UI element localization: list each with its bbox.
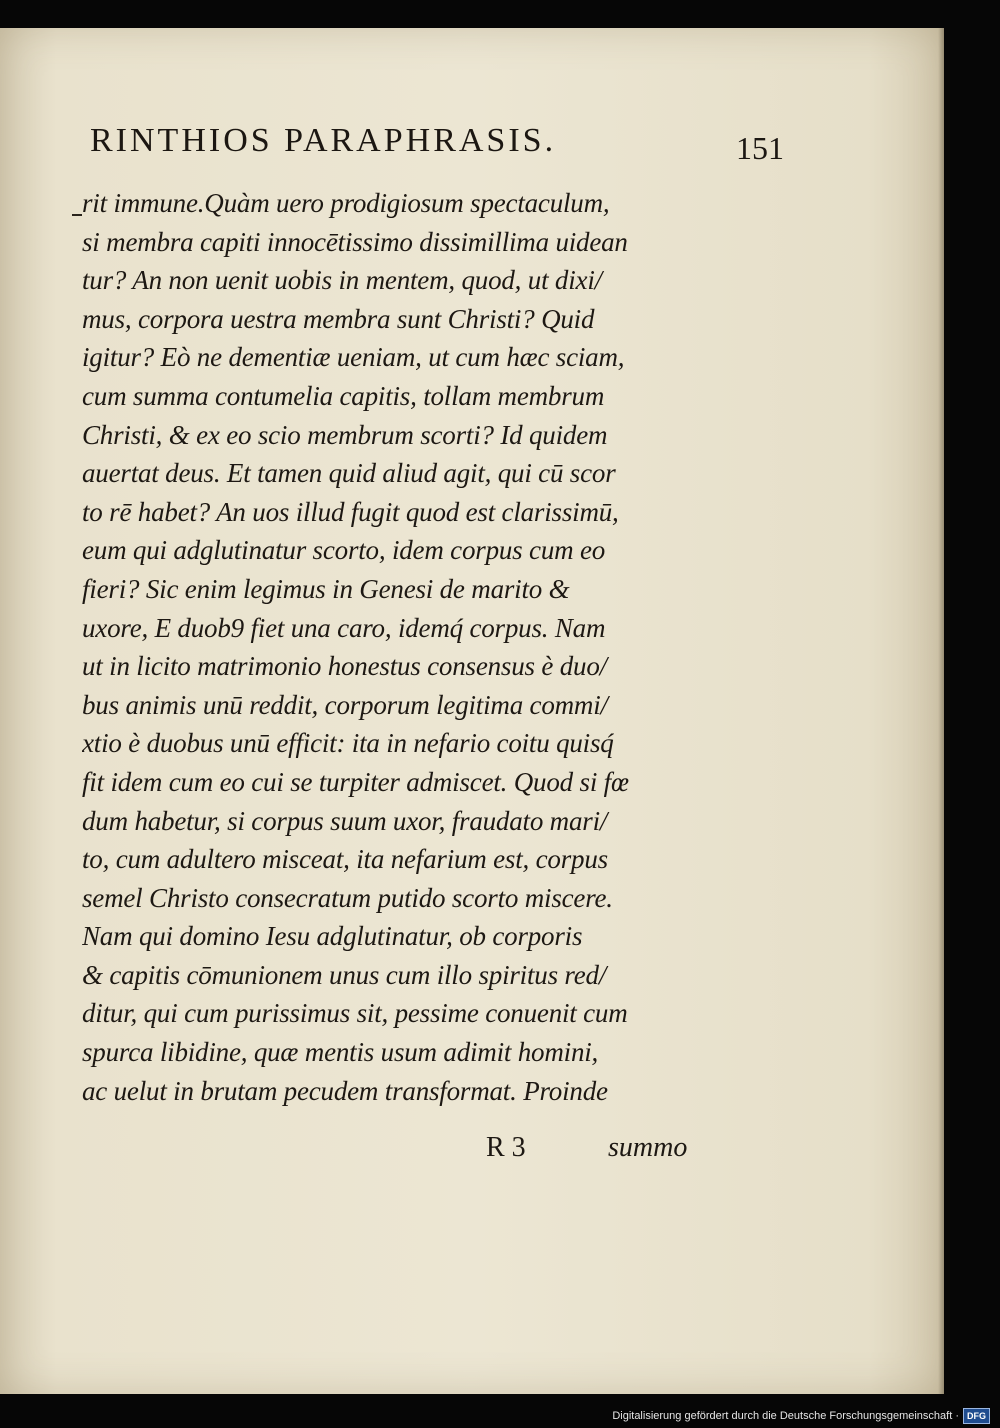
text-line: auertat deus. Et tamen quid aliud agit, qui cū scor: [82, 458, 616, 489]
catchword: summo: [608, 1132, 688, 1163]
text-line: ut in licito matrimonio honestus consensus è duo/: [82, 651, 607, 682]
text-line: mus, corpora uestra membra sunt Christi? Quid: [82, 303, 595, 334]
text-line: cum summa contumelia capitis, tollam membrum: [82, 380, 605, 411]
text-line: eum qui adglutinatur scorto, idem corpus cum eo: [82, 535, 606, 566]
text-line: Christi, & ex eo scio membrum scorti? Id quidem: [82, 419, 608, 450]
text-line: uxore, E duob9 fiet una caro, idemq́ corpus. Nam: [82, 612, 606, 643]
text-line: tur? An non uenit uobis in mentem, quod, ut dixi/: [82, 265, 602, 296]
text-line: & capitis cōmunionem unus cum illo spiritus red/: [82, 959, 607, 990]
digitization-credit: [612, 1407, 990, 1425]
text-line: ditur, qui cum purissimus sit, pessime conuenit cum: [82, 998, 628, 1029]
margin-mark: [72, 214, 82, 216]
book-page: [0, 28, 944, 1394]
text-block: [82, 184, 732, 1110]
credit-text: Digitalisierung gefördert durch die Deutsche Forschungsgemeinschaft ·: [612, 1410, 959, 1422]
text-line: Nam qui domino Iesu adglutinatur, ob corporis: [82, 921, 583, 952]
page-number: 151: [736, 130, 784, 166]
text-line: rit immune.Quàm uero prodigiosum spectaculum,: [82, 188, 610, 218]
text-line: to rē habet? An uos illud fugit quod est clarissimū,: [82, 496, 619, 527]
text-line: fit idem cum eo cui se turpiter admiscet. Quod si fœ: [82, 766, 629, 797]
text-line: ac uelut in brutam pecudem transformat. Proinde: [82, 1075, 608, 1106]
text-line: dum habetur, si corpus suum uxor, fraudato mari/: [82, 805, 608, 836]
text-line: spurca libidine, quæ mentis usum adimit homini,: [82, 1037, 599, 1068]
text-line: si membra capiti innocētissimo dissimillima uidean: [82, 226, 628, 257]
text-line: bus animis unū reddit, corporum legitima commi/: [82, 689, 608, 720]
text-line: igitur? Eò ne dementiæ ueniam, ut cum hæc sciam,: [82, 342, 625, 373]
running-head: RINTHIOS PARAPHRASIS.: [90, 122, 557, 159]
text-line: to, cum adultero misceat, ita nefarium est, corpus: [82, 844, 608, 875]
signature-mark: R 3: [486, 1132, 526, 1163]
dfg-logo: DFG: [963, 1408, 990, 1424]
text-line: xtio è duobus unū efficit: ita in nefario coitu quisq́: [82, 728, 614, 759]
text-line: semel Christo consecratum putido scorto miscere.: [82, 882, 613, 913]
page-footer-marks: [486, 1132, 716, 1172]
text-line: fieri? Sic enim legimus in Genesi de marito &: [82, 573, 570, 604]
